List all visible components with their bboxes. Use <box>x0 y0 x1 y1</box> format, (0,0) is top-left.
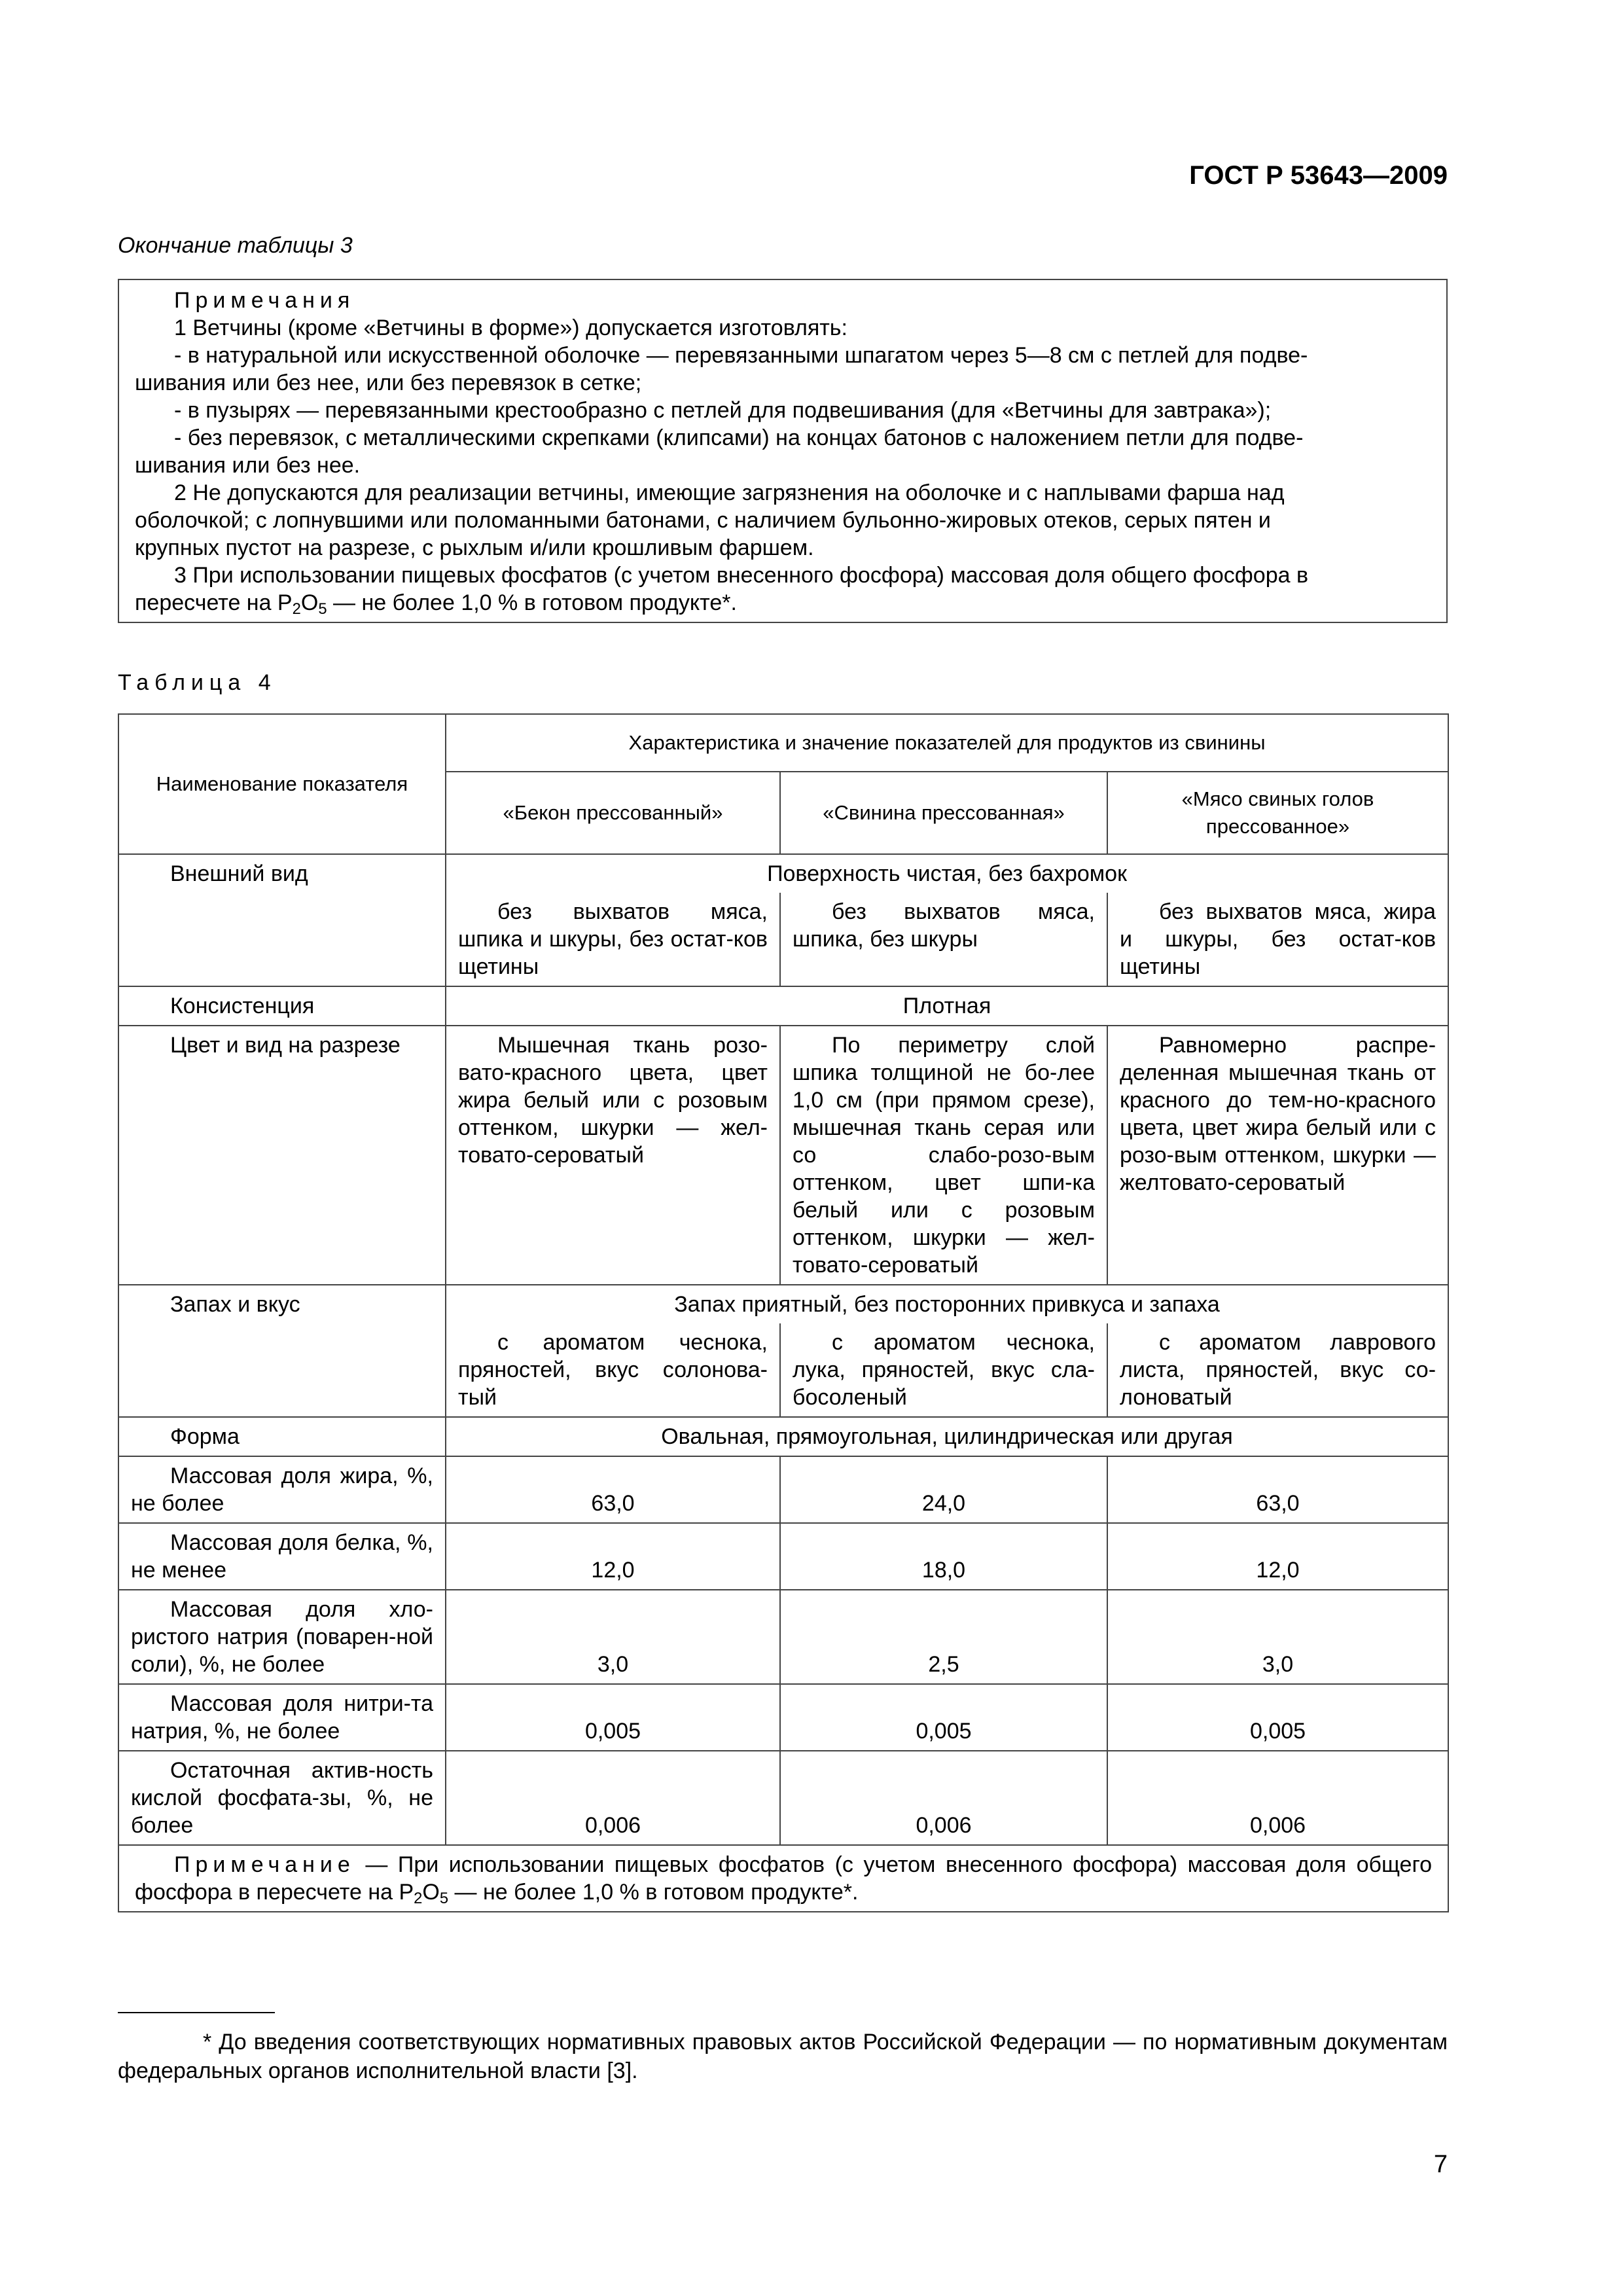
subscript: 5 <box>439 1890 449 1907</box>
cell-value: 0,006 <box>1107 1751 1448 1845</box>
table-continuation-caption: Окончание таблицы 3 <box>118 233 353 258</box>
note-label: Примечание <box>174 1852 355 1877</box>
header-product-group: Характеристика и значение показателей для продуктов из свинины <box>446 714 1448 772</box>
notes-line: - в пузырях — перевязанными крестообразно с петлей для подвешивания (для «Ветчины для завтрака»); <box>174 398 1272 423</box>
cell-value: 3,0 <box>446 1590 780 1684</box>
notes-title: Примечания <box>174 288 355 313</box>
cell-value: 0,006 <box>780 1751 1107 1845</box>
notes-line: 2 Не допускаются для реализации ветчины, имеющие загрязнения на оболочке и с наплывами фарша над <box>174 480 1285 505</box>
cell-value: 3,0 <box>1107 1590 1448 1684</box>
footnote: * До введения соответствующих нормативных правовых актов Российской Федерации — по нормативным документам федеральных органов исполнительной власти [3]. <box>118 2030 1448 2083</box>
row-name-smell: Запах и вкус <box>118 1285 446 1417</box>
common-value: Запах приятный, без посторонних привкуса и запаха <box>446 1285 1448 1323</box>
row-name-protein: Массовая доля белка, %, не менее <box>118 1523 446 1590</box>
subscript: 2 <box>414 1890 423 1907</box>
cell-value: без выхватов мяса, шпика и шкуры, без остат-ков щетины <box>446 893 780 986</box>
cell-value: Равномерно распре-деленная мышечная ткань от красного до тем-но-красного цвета, цвет жира белый или с розо-вым оттенком, шкурки — желтовато-сероватый <box>1107 1026 1448 1285</box>
cell-value: с ароматом лаврового листа, пряностей, вкус со-лоноватый <box>1107 1323 1448 1417</box>
cell-value: 63,0 <box>1107 1456 1448 1523</box>
cell-value: Мышечная ткань розо-вато-красного цвета, цвет жира белый или с розовым оттенком, шкурки — жел-товато-сероватый <box>446 1026 780 1285</box>
row-name-phosphatase: Остаточная актив-ность кислой фосфата-зы, %, не более <box>118 1751 446 1845</box>
cell-value: 0,005 <box>1107 1684 1448 1751</box>
notes-line: - без перевязок, с металлическими скрепками (клипсами) на концах батонов с наложением петли для подве- <box>174 425 1304 450</box>
row-name-appearance: Внешний вид <box>118 854 446 986</box>
table4-note <box>118 1845 1448 1912</box>
notes-line: крупных пустот на разрезе, с рыхлым и/или крошливым фаршем. <box>135 535 814 560</box>
row-name-salt: Массовая доля хло-ристого натрия (поварен-ной соли), %, не более <box>118 1590 446 1684</box>
notes-line: 3 При использовании пищевых фосфатов (с учетом внесенного фосфора) массовая доля общего фосфора в <box>174 563 1309 588</box>
header-product: «Мясо свиных голов прессованное» <box>1107 772 1448 854</box>
row-name-nitrite: Массовая доля нитри-та натрия, %, не более <box>118 1684 446 1751</box>
cell-value: без выхватов мяса, жира и шкуры, без остат-ков щетины <box>1107 893 1448 986</box>
cell-value: 0,005 <box>780 1684 1107 1751</box>
cell-value: без выхватов мяса, шпика, без шкуры <box>780 893 1107 986</box>
table4 <box>118 713 1449 1912</box>
cell-value: 24,0 <box>780 1456 1107 1523</box>
common-value: Плотная <box>446 986 1448 1026</box>
cell-value: 12,0 <box>1107 1523 1448 1590</box>
table3-notes-box <box>118 279 1448 623</box>
cell-value: с ароматом чеснока, лука, пряностей, вкус сла-босоленый <box>780 1323 1107 1417</box>
cell-value: По периметру слой шпика толщиной не бо-лее 1,0 см (при прямом срезе), мышечная ткань серая или со слабо-розо-вым оттенком, цвет шпи-ка белый или с розовым оттенком, шкурки — жел-товато-сероватый <box>780 1026 1107 1285</box>
notes-line-formula <box>135 589 1431 617</box>
row-name-shape: Форма <box>118 1417 446 1456</box>
notes-line: шивания или без нее, или без перевязок в сетке; <box>135 370 642 395</box>
notes-line: 1 Ветчины (кроме «Ветчины в форме») допускается изготовлять: <box>174 315 847 340</box>
row-name-consistency: Консистенция <box>118 986 446 1026</box>
document-header: ГОСТ Р 53643—2009 <box>1189 161 1448 190</box>
page-number: 7 <box>1433 2151 1448 2178</box>
subscript: 2 <box>292 600 301 618</box>
header-product: «Бекон прессованный» <box>446 772 780 854</box>
row-name-fat: Массовая доля жира, %, не более <box>118 1456 446 1523</box>
text: — При использовании пищевых фосфатов (с учетом внесенного фосфора) массовая доля общего фосфора в пересчете на P <box>135 1852 1433 1905</box>
cell-value: с ароматом чеснока, пряностей, вкус солонова-тый <box>446 1323 780 1417</box>
cell-value: 63,0 <box>446 1456 780 1523</box>
subscript: 5 <box>318 600 327 618</box>
text: O <box>422 1880 440 1905</box>
text: пересчете на P <box>135 590 293 615</box>
cell-value: 0,006 <box>446 1751 780 1845</box>
text: O <box>300 590 319 615</box>
text: — не более 1,0 % в готовом продукте*. <box>327 590 737 615</box>
table4-caption: Таблица 4 <box>118 670 277 695</box>
footnote-divider <box>118 2012 275 2013</box>
notes-line: оболочкой; с лопнувшими или поломанными батонами, с наличием бульонно-жировых отеков, серых пятен и <box>135 508 1271 533</box>
text: — не более 1,0 % в готовом продукте*. <box>448 1880 859 1905</box>
header-product: «Свинина прессованная» <box>780 772 1107 854</box>
cell-value: 2,5 <box>780 1590 1107 1684</box>
cell-value: 18,0 <box>780 1523 1107 1590</box>
notes-line: шивания или без нее. <box>135 453 361 478</box>
notes-line: - в натуральной или искусственной оболочке — перевязанными шпагатом через 5—8 см с петлей для подве- <box>174 343 1308 368</box>
cell-value: 12,0 <box>446 1523 780 1590</box>
row-name-color: Цвет и вид на разрезе <box>118 1026 446 1285</box>
cell-value: 0,005 <box>446 1684 780 1751</box>
common-value: Поверхность чистая, без бахромок <box>446 854 1448 893</box>
common-value: Овальная, прямоугольная, цилиндрическая или другая <box>446 1417 1448 1456</box>
header-indicator-name: Наименование показателя <box>118 714 446 854</box>
